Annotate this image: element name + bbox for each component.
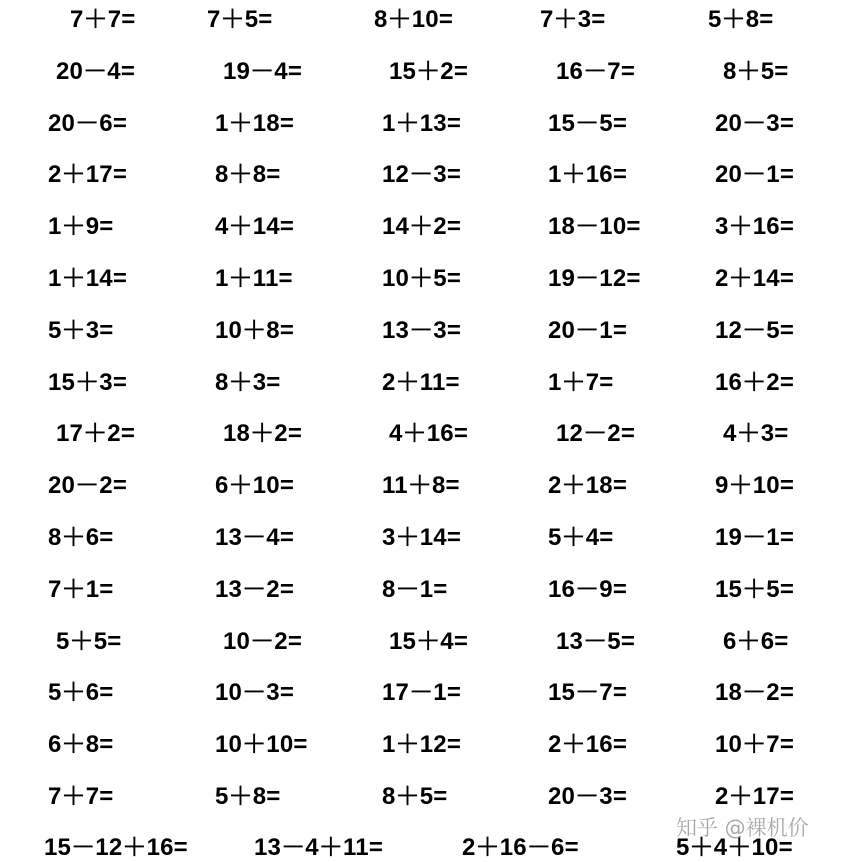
problem-r7-c4: 20－1= bbox=[548, 317, 628, 344]
problem-r2-c2: 19－4= bbox=[223, 58, 303, 85]
problem-r7-c1: 5＋3= bbox=[48, 317, 114, 344]
problem-r2-c3: 15＋2= bbox=[389, 58, 469, 85]
problem-r13-c1: 5＋5= bbox=[56, 628, 122, 655]
problem-r6-c4: 19－12= bbox=[548, 265, 641, 292]
problem-r5-c2: 4＋14= bbox=[215, 213, 295, 240]
problem-r6-c1: 1＋14= bbox=[48, 265, 128, 292]
problem-r14-c2: 10－3= bbox=[215, 679, 295, 706]
problem-last-c3: 2＋16－6= bbox=[462, 834, 579, 861]
problem-r5-c3: 14＋2= bbox=[382, 213, 462, 240]
problem-r10-c4: 2＋18= bbox=[548, 472, 628, 499]
problem-r3-c1: 20－6= bbox=[48, 110, 128, 137]
problem-r12-c5: 15＋5= bbox=[715, 576, 795, 603]
problem-r5-c5: 3＋16= bbox=[715, 213, 795, 240]
problem-r3-c3: 1＋13= bbox=[382, 110, 462, 137]
problem-r14-c3: 17－1= bbox=[382, 679, 462, 706]
problem-r3-c5: 20－3= bbox=[715, 110, 795, 137]
problem-r13-c3: 15＋4= bbox=[389, 628, 469, 655]
problem-r15-c2: 10＋10= bbox=[215, 731, 308, 758]
problem-r12-c4: 16－9= bbox=[548, 576, 628, 603]
problem-r5-c4: 18－10= bbox=[548, 213, 641, 240]
problem-r3-c2: 1＋18= bbox=[215, 110, 295, 137]
problem-last-c4: 5＋4＋10= bbox=[676, 834, 793, 861]
problem-r1-c5: 5＋8= bbox=[708, 6, 774, 33]
problem-r2-c5: 8＋5= bbox=[723, 58, 789, 85]
problem-r7-c3: 13－3= bbox=[382, 317, 462, 344]
problem-r10-c3: 11＋8= bbox=[382, 472, 460, 499]
problem-r8-c3: 2＋11= bbox=[382, 369, 460, 396]
problem-r12-c2: 13－2= bbox=[215, 576, 295, 603]
problem-r10-c5: 9＋10= bbox=[715, 472, 795, 499]
problem-r9-c1: 17＋2= bbox=[56, 420, 136, 447]
problem-r7-c5: 12－5= bbox=[715, 317, 795, 344]
problem-r7-c2: 10＋8= bbox=[215, 317, 295, 344]
problem-r12-c3: 8－1= bbox=[382, 576, 448, 603]
problem-r9-c5: 4＋3= bbox=[723, 420, 789, 447]
problem-r1-c3: 8＋10= bbox=[374, 6, 454, 33]
problem-last-c1: 15－12＋16= bbox=[44, 834, 188, 861]
problem-r9-c2: 18＋2= bbox=[223, 420, 303, 447]
problem-r11-c1: 8＋6= bbox=[48, 524, 114, 551]
problem-r4-c5: 20－1= bbox=[715, 161, 795, 188]
problem-r8-c4: 1＋7= bbox=[548, 369, 614, 396]
problem-r5-c1: 1＋9= bbox=[48, 213, 114, 240]
problem-r6-c5: 2＋14= bbox=[715, 265, 795, 292]
problem-last-c2: 13－4＋11= bbox=[254, 834, 384, 861]
problem-r15-c4: 2＋16= bbox=[548, 731, 628, 758]
problem-r11-c2: 13－4= bbox=[215, 524, 295, 551]
problem-r8-c5: 16＋2= bbox=[715, 369, 795, 396]
problem-r6-c3: 10＋5= bbox=[382, 265, 462, 292]
problem-r9-c3: 4＋16= bbox=[389, 420, 469, 447]
watermark: 知乎 @裸机价 bbox=[676, 816, 809, 840]
problem-r4-c3: 12－3= bbox=[382, 161, 462, 188]
problem-r11-c4: 5＋4= bbox=[548, 524, 614, 551]
problem-r1-c4: 7＋3= bbox=[540, 6, 606, 33]
problem-r16-c2: 5＋8= bbox=[215, 783, 281, 810]
problem-r6-c2: 1＋11= bbox=[215, 265, 293, 292]
problem-r13-c4: 13－5= bbox=[556, 628, 636, 655]
problem-r14-c5: 18－2= bbox=[715, 679, 795, 706]
problem-r9-c4: 12－2= bbox=[556, 420, 636, 447]
problem-r14-c4: 15－7= bbox=[548, 679, 628, 706]
problem-r10-c1: 20－2= bbox=[48, 472, 128, 499]
problem-r15-c5: 10＋7= bbox=[715, 731, 795, 758]
problem-r11-c5: 19－1= bbox=[715, 524, 795, 551]
problem-r12-c1: 7＋1= bbox=[48, 576, 114, 603]
problem-r3-c4: 15－5= bbox=[548, 110, 628, 137]
problem-r4-c2: 8＋8= bbox=[215, 161, 281, 188]
problem-r2-c4: 16－7= bbox=[556, 58, 636, 85]
problem-r16-c5: 2＋17= bbox=[715, 783, 795, 810]
problem-r16-c1: 7＋7= bbox=[48, 783, 114, 810]
problem-r1-c2: 7＋5= bbox=[207, 6, 273, 33]
problem-r16-c4: 20－3= bbox=[548, 783, 628, 810]
problem-r13-c5: 6＋6= bbox=[723, 628, 789, 655]
problem-r1-c1: 7＋7= bbox=[70, 6, 136, 33]
problem-r8-c2: 8＋3= bbox=[215, 369, 281, 396]
problem-r4-c4: 1＋16= bbox=[548, 161, 628, 188]
problem-r11-c3: 3＋14= bbox=[382, 524, 462, 551]
problem-r10-c2: 6＋10= bbox=[215, 472, 295, 499]
problem-r15-c3: 1＋12= bbox=[382, 731, 462, 758]
problem-r14-c1: 5＋6= bbox=[48, 679, 114, 706]
problem-r2-c1: 20－4= bbox=[56, 58, 136, 85]
problem-r4-c1: 2＋17= bbox=[48, 161, 128, 188]
problem-r15-c1: 6＋8= bbox=[48, 731, 114, 758]
problem-r13-c2: 10－2= bbox=[223, 628, 303, 655]
problem-r16-c3: 8＋5= bbox=[382, 783, 448, 810]
problem-r8-c1: 15＋3= bbox=[48, 369, 128, 396]
